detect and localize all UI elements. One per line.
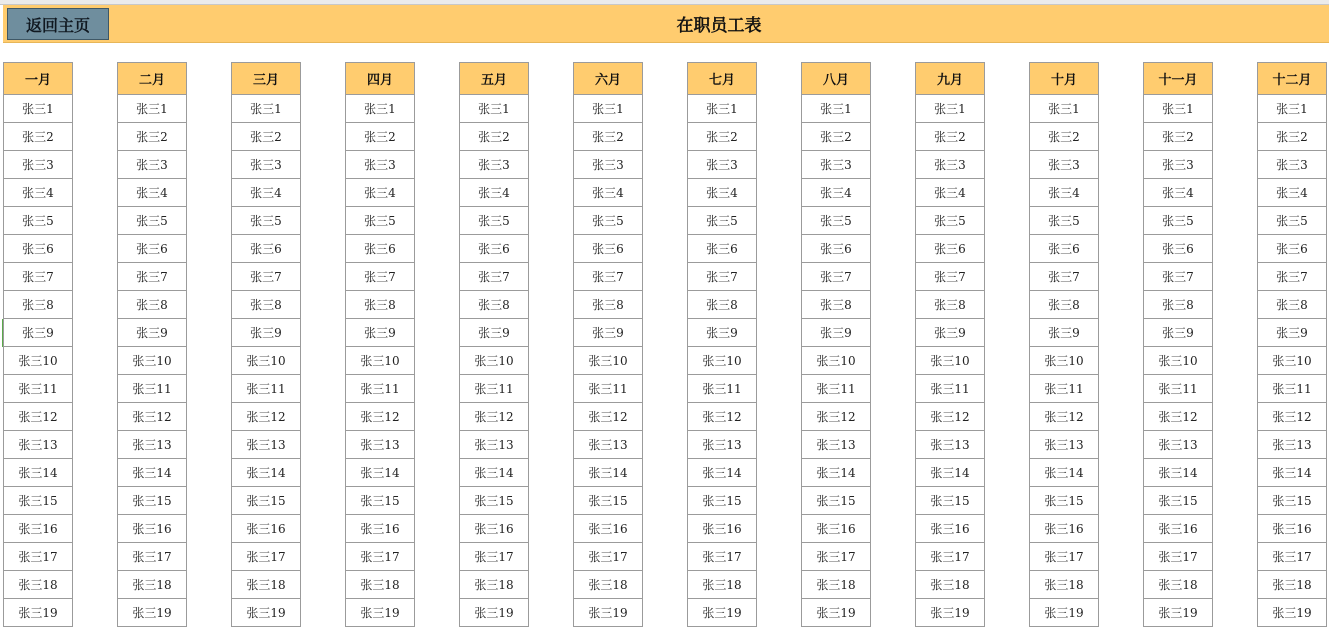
month-header[interactable]: 七月: [687, 62, 757, 95]
month-header[interactable]: 五月: [459, 62, 529, 95]
spacer-row: [3, 43, 1329, 61]
employee-cell[interactable]: 张三5: [1029, 207, 1099, 235]
employee-cell[interactable]: 张三3: [687, 151, 757, 179]
employee-cell[interactable]: 张三11: [687, 375, 757, 403]
employee-cell[interactable]: 张三4: [459, 179, 529, 207]
employee-cell[interactable]: 张三12: [687, 403, 757, 431]
employee-cell[interactable]: 张三10: [573, 347, 643, 375]
employee-cell[interactable]: 张三8: [3, 291, 73, 319]
employee-cell[interactable]: 张三17: [687, 543, 757, 571]
employee-cell[interactable]: 张三14: [345, 459, 415, 487]
employee-cell[interactable]: 张三13: [915, 431, 985, 459]
employee-cell[interactable]: 张三17: [1257, 543, 1327, 571]
employee-cell[interactable]: 张三16: [801, 515, 871, 543]
employee-cell[interactable]: 张三8: [1143, 291, 1213, 319]
employee-cell[interactable]: 张三8: [231, 291, 301, 319]
employee-cell[interactable]: 张三4: [915, 179, 985, 207]
employee-cell[interactable]: 张三18: [231, 571, 301, 599]
employee-cell[interactable]: 张三16: [687, 515, 757, 543]
employee-cell[interactable]: 张三13: [345, 431, 415, 459]
employee-cell[interactable]: 张三15: [117, 487, 187, 515]
employee-cell[interactable]: 张三18: [1143, 571, 1213, 599]
employee-cell[interactable]: 张三16: [1029, 515, 1099, 543]
employee-cell[interactable]: 张三11: [1143, 375, 1213, 403]
month-column: [231, 62, 301, 627]
employee-cell[interactable]: 张三1: [1029, 95, 1099, 123]
employee-cell[interactable]: 张三9: [573, 319, 643, 347]
employee-cell[interactable]: 张三9: [1257, 319, 1327, 347]
employee-cell[interactable]: 张三18: [1029, 571, 1099, 599]
employee-cell[interactable]: 张三6: [231, 235, 301, 263]
employee-cell[interactable]: 张三3: [3, 151, 73, 179]
employee-cell[interactable]: 张三12: [915, 403, 985, 431]
employee-cell[interactable]: 张三5: [459, 207, 529, 235]
month-header[interactable]: 一月: [3, 62, 73, 95]
employee-cell[interactable]: 张三6: [801, 235, 871, 263]
employee-cell[interactable]: 张三4: [117, 179, 187, 207]
employee-cell[interactable]: 张三17: [1029, 543, 1099, 571]
employee-cell[interactable]: 张三6: [459, 235, 529, 263]
employee-cell[interactable]: 张三16: [1257, 515, 1327, 543]
employee-cell[interactable]: 张三18: [3, 571, 73, 599]
employee-cell[interactable]: 张三11: [459, 375, 529, 403]
employee-cell[interactable]: 张三10: [1143, 347, 1213, 375]
employee-cell[interactable]: 张三3: [573, 151, 643, 179]
employee-cell[interactable]: 张三17: [345, 543, 415, 571]
employee-cell[interactable]: 张三18: [345, 571, 415, 599]
employee-cell[interactable]: 张三19: [1029, 599, 1099, 627]
employee-cell[interactable]: 张三6: [1257, 235, 1327, 263]
employee-cell[interactable]: 张三2: [1257, 123, 1327, 151]
month-header[interactable]: 十月: [1029, 62, 1099, 95]
employee-cell[interactable]: 张三13: [573, 431, 643, 459]
employee-cell[interactable]: 张三17: [1143, 543, 1213, 571]
employee-cell[interactable]: 张三16: [459, 515, 529, 543]
employee-cell[interactable]: 张三2: [459, 123, 529, 151]
employee-cell[interactable]: 张三17: [801, 543, 871, 571]
employee-cell[interactable]: 张三10: [459, 347, 529, 375]
employee-cell[interactable]: 张三3: [117, 151, 187, 179]
employee-cell[interactable]: 张三8: [687, 291, 757, 319]
employee-cell[interactable]: 张三13: [117, 431, 187, 459]
employee-cell[interactable]: 张三10: [687, 347, 757, 375]
employee-cell[interactable]: 张三6: [345, 235, 415, 263]
employee-cell[interactable]: 张三19: [459, 599, 529, 627]
employee-cell[interactable]: 张三10: [1257, 347, 1327, 375]
month-header[interactable]: 六月: [573, 62, 643, 95]
employee-cell[interactable]: 张三9: [231, 319, 301, 347]
employee-cell[interactable]: 张三19: [1257, 599, 1327, 627]
employee-cell[interactable]: 张三11: [915, 375, 985, 403]
employee-cell[interactable]: 张三15: [573, 487, 643, 515]
employee-cell[interactable]: 张三15: [1029, 487, 1099, 515]
employee-cell[interactable]: 张三1: [687, 95, 757, 123]
employee-cell[interactable]: 张三19: [231, 599, 301, 627]
month-header[interactable]: 八月: [801, 62, 871, 95]
return-home-button[interactable]: 返回主页: [7, 8, 109, 40]
employee-cell[interactable]: 张三1: [459, 95, 529, 123]
employee-cell[interactable]: 张三3: [801, 151, 871, 179]
employee-cell[interactable]: 张三16: [345, 515, 415, 543]
employee-cell[interactable]: 张三6: [1143, 235, 1213, 263]
employee-cell[interactable]: 张三7: [801, 263, 871, 291]
employee-cell[interactable]: 张三15: [231, 487, 301, 515]
employee-cell[interactable]: 张三17: [915, 543, 985, 571]
employee-cell[interactable]: 张三1: [1257, 95, 1327, 123]
employee-cell[interactable]: 张三7: [231, 263, 301, 291]
month-header[interactable]: 十二月: [1257, 62, 1327, 95]
employee-cell[interactable]: 张三5: [801, 207, 871, 235]
employee-cell[interactable]: 张三10: [231, 347, 301, 375]
employee-cell[interactable]: 张三2: [801, 123, 871, 151]
employee-cell[interactable]: 张三14: [915, 459, 985, 487]
employee-cell[interactable]: 张三12: [231, 403, 301, 431]
employee-cell[interactable]: 张三12: [1143, 403, 1213, 431]
employee-cell[interactable]: 张三1: [3, 95, 73, 123]
employee-cell[interactable]: 张三15: [801, 487, 871, 515]
employee-cell[interactable]: 张三5: [3, 207, 73, 235]
employee-cell[interactable]: 张三11: [117, 375, 187, 403]
employee-cell[interactable]: 张三19: [117, 599, 187, 627]
employee-cell[interactable]: 张三18: [117, 571, 187, 599]
employee-cell[interactable]: 张三9: [915, 319, 985, 347]
employee-cell[interactable]: 张三14: [231, 459, 301, 487]
employee-cell[interactable]: 张三18: [459, 571, 529, 599]
employee-cell[interactable]: 张三3: [459, 151, 529, 179]
employee-cell[interactable]: 张三5: [687, 207, 757, 235]
employee-cell[interactable]: 张三3: [1257, 151, 1327, 179]
employee-cell[interactable]: 张三11: [3, 375, 73, 403]
employee-cell[interactable]: 张三18: [687, 571, 757, 599]
employee-cell[interactable]: 张三9: [3, 319, 73, 347]
employee-cell[interactable]: 张三2: [915, 123, 985, 151]
employee-cell[interactable]: 张三16: [3, 515, 73, 543]
employee-cell[interactable]: 张三14: [1029, 459, 1099, 487]
employee-cell[interactable]: 张三15: [915, 487, 985, 515]
employee-cell[interactable]: 张三1: [915, 95, 985, 123]
employee-cell[interactable]: 张三4: [1143, 179, 1213, 207]
month-column: [573, 62, 643, 627]
employee-cell[interactable]: 张三7: [1257, 263, 1327, 291]
employee-cell[interactable]: 张三10: [1029, 347, 1099, 375]
month-column: [1143, 62, 1213, 627]
employee-cell[interactable]: 张三18: [573, 571, 643, 599]
employee-cell[interactable]: 张三2: [3, 123, 73, 151]
employee-cell[interactable]: 张三9: [1143, 319, 1213, 347]
employee-cell[interactable]: 张三18: [1257, 571, 1327, 599]
employee-cell[interactable]: 张三5: [1257, 207, 1327, 235]
employee-cell[interactable]: 张三2: [1143, 123, 1213, 151]
employee-cell[interactable]: 张三2: [687, 123, 757, 151]
employee-cell[interactable]: 张三2: [231, 123, 301, 151]
month-column: [687, 62, 757, 627]
employee-cell[interactable]: 张三16: [231, 515, 301, 543]
employee-cell[interactable]: 张三2: [345, 123, 415, 151]
employee-cell[interactable]: 张三7: [459, 263, 529, 291]
employee-cell[interactable]: 张三13: [3, 431, 73, 459]
employee-cell[interactable]: 张三18: [915, 571, 985, 599]
employee-cell[interactable]: 张三13: [1029, 431, 1099, 459]
employee-cell[interactable]: 张三19: [573, 599, 643, 627]
employee-cell[interactable]: 张三16: [915, 515, 985, 543]
employee-cell[interactable]: 张三1: [231, 95, 301, 123]
employee-cell[interactable]: 张三15: [345, 487, 415, 515]
employee-cell[interactable]: 张三15: [459, 487, 529, 515]
employee-cell[interactable]: 张三4: [687, 179, 757, 207]
employee-cell[interactable]: 张三12: [345, 403, 415, 431]
employee-cell[interactable]: 张三15: [1143, 487, 1213, 515]
employee-cell[interactable]: 张三5: [345, 207, 415, 235]
employee-cell[interactable]: 张三8: [573, 291, 643, 319]
month-column: [915, 62, 985, 627]
employee-cell[interactable]: 张三2: [1029, 123, 1099, 151]
month-column: [1257, 62, 1327, 627]
employee-cell[interactable]: 张三12: [1257, 403, 1327, 431]
employee-cell[interactable]: 张三8: [345, 291, 415, 319]
employee-cell[interactable]: 张三14: [573, 459, 643, 487]
employee-cell[interactable]: 张三6: [1029, 235, 1099, 263]
month-header[interactable]: 十一月: [1143, 62, 1213, 95]
employee-cell[interactable]: 张三13: [231, 431, 301, 459]
employee-cell[interactable]: 张三13: [687, 431, 757, 459]
employee-cell[interactable]: 张三9: [801, 319, 871, 347]
employee-cell[interactable]: 张三1: [1143, 95, 1213, 123]
employee-cell[interactable]: 张三3: [345, 151, 415, 179]
employee-cell[interactable]: 张三8: [459, 291, 529, 319]
employee-cell[interactable]: 张三5: [231, 207, 301, 235]
employee-cell[interactable]: 张三13: [1143, 431, 1213, 459]
employee-cell[interactable]: 张三15: [687, 487, 757, 515]
employee-cell[interactable]: 张三19: [1143, 599, 1213, 627]
employee-cell[interactable]: 张三19: [687, 599, 757, 627]
employee-cell[interactable]: 张三13: [459, 431, 529, 459]
employee-cell[interactable]: 张三16: [117, 515, 187, 543]
month-header[interactable]: 三月: [231, 62, 301, 95]
employee-cell[interactable]: 张三7: [1029, 263, 1099, 291]
employee-cell[interactable]: 张三17: [3, 543, 73, 571]
employee-cell[interactable]: 张三9: [687, 319, 757, 347]
employee-cell[interactable]: 张三11: [801, 375, 871, 403]
employee-cell[interactable]: 张三17: [573, 543, 643, 571]
employee-cell[interactable]: 张三1: [117, 95, 187, 123]
employee-cell[interactable]: 张三3: [915, 151, 985, 179]
employee-cell[interactable]: 张三11: [1029, 375, 1099, 403]
employee-cell[interactable]: 张三12: [3, 403, 73, 431]
month-column: [345, 62, 415, 627]
employee-cell[interactable]: 张三12: [573, 403, 643, 431]
employee-cell[interactable]: 张三6: [915, 235, 985, 263]
employee-cell[interactable]: 张三1: [345, 95, 415, 123]
employee-cell[interactable]: 张三15: [1257, 487, 1327, 515]
month-column: [459, 62, 529, 627]
employee-cell[interactable]: 张三4: [573, 179, 643, 207]
employee-cell[interactable]: 张三5: [573, 207, 643, 235]
month-column: [117, 62, 187, 627]
employee-cell[interactable]: 张三7: [1143, 263, 1213, 291]
employee-cell[interactable]: 张三6: [687, 235, 757, 263]
employee-cell[interactable]: 张三4: [1029, 179, 1099, 207]
employee-cell[interactable]: 张三17: [459, 543, 529, 571]
employee-cell[interactable]: 张三10: [117, 347, 187, 375]
employee-cell[interactable]: 张三7: [117, 263, 187, 291]
employee-cell[interactable]: 张三16: [1143, 515, 1213, 543]
employee-cell[interactable]: 张三12: [459, 403, 529, 431]
employee-cell[interactable]: 张三3: [1143, 151, 1213, 179]
employee-cell[interactable]: 张三4: [345, 179, 415, 207]
employee-cell[interactable]: 张三9: [1029, 319, 1099, 347]
employee-cell[interactable]: 张三18: [801, 571, 871, 599]
employee-cell[interactable]: 张三2: [117, 123, 187, 151]
employee-cell[interactable]: 张三10: [915, 347, 985, 375]
employee-cell[interactable]: 张三11: [573, 375, 643, 403]
month-header[interactable]: 四月: [345, 62, 415, 95]
employee-cell[interactable]: 张三10: [345, 347, 415, 375]
employee-cell[interactable]: 张三19: [801, 599, 871, 627]
employee-cell[interactable]: 张三9: [117, 319, 187, 347]
employee-cell[interactable]: 张三15: [3, 487, 73, 515]
employee-cell[interactable]: 张三8: [117, 291, 187, 319]
employee-cell[interactable]: 张三14: [1143, 459, 1213, 487]
employee-cell[interactable]: 张三14: [1257, 459, 1327, 487]
employee-cell[interactable]: 张三7: [915, 263, 985, 291]
employee-cell[interactable]: 张三6: [117, 235, 187, 263]
employee-cell[interactable]: 张三4: [1257, 179, 1327, 207]
employee-cell[interactable]: 张三5: [1143, 207, 1213, 235]
employee-cell[interactable]: 张三17: [117, 543, 187, 571]
employee-cell[interactable]: 张三2: [573, 123, 643, 151]
employee-cell[interactable]: 张三19: [915, 599, 985, 627]
employee-cell[interactable]: 张三19: [345, 599, 415, 627]
employee-cell[interactable]: 张三13: [801, 431, 871, 459]
employee-cell[interactable]: 张三5: [915, 207, 985, 235]
employee-cell[interactable]: 张三8: [1257, 291, 1327, 319]
employee-cell[interactable]: 张三9: [459, 319, 529, 347]
employee-cell[interactable]: 张三12: [1029, 403, 1099, 431]
employee-cell[interactable]: 张三14: [459, 459, 529, 487]
employee-cell[interactable]: 张三10: [801, 347, 871, 375]
month-header[interactable]: 二月: [117, 62, 187, 95]
employee-cell[interactable]: 张三8: [1029, 291, 1099, 319]
month-header[interactable]: 九月: [915, 62, 985, 95]
employee-cell[interactable]: 张三5: [117, 207, 187, 235]
employee-cell[interactable]: 张三3: [1029, 151, 1099, 179]
page-title: 在职员工表: [676, 16, 762, 36]
employee-cell[interactable]: 张三10: [3, 347, 73, 375]
employee-cell[interactable]: 张三12: [801, 403, 871, 431]
employee-cell[interactable]: 张三12: [117, 403, 187, 431]
employee-cell[interactable]: 张三1: [801, 95, 871, 123]
employee-cell[interactable]: 张三17: [231, 543, 301, 571]
employee-cell[interactable]: 张三9: [345, 319, 415, 347]
employee-cell[interactable]: 张三7: [345, 263, 415, 291]
employee-cell[interactable]: 张三16: [573, 515, 643, 543]
employee-cell[interactable]: 张三13: [1257, 431, 1327, 459]
employee-cell[interactable]: 张三3: [231, 151, 301, 179]
employee-cell[interactable]: 张三11: [345, 375, 415, 403]
month-column: [3, 62, 73, 627]
employee-cell[interactable]: 张三6: [573, 235, 643, 263]
employee-cell[interactable]: 张三7: [573, 263, 643, 291]
employee-cell[interactable]: 张三19: [3, 599, 73, 627]
employee-cell[interactable]: 张三7: [3, 263, 73, 291]
employee-cell[interactable]: 张三11: [231, 375, 301, 403]
employee-cell[interactable]: 张三14: [117, 459, 187, 487]
employee-cell[interactable]: 张三8: [915, 291, 985, 319]
employee-cell[interactable]: 张三14: [3, 459, 73, 487]
employee-cell[interactable]: 张三14: [801, 459, 871, 487]
employee-cell[interactable]: 张三7: [687, 263, 757, 291]
month-column: [1029, 62, 1099, 627]
employee-cell[interactable]: 张三14: [687, 459, 757, 487]
employee-cell[interactable]: 张三1: [573, 95, 643, 123]
employee-cell[interactable]: 张三8: [801, 291, 871, 319]
employee-cell[interactable]: 张三6: [3, 235, 73, 263]
employee-cell[interactable]: 张三11: [1257, 375, 1327, 403]
employee-cell[interactable]: 张三4: [3, 179, 73, 207]
employee-cell[interactable]: 张三4: [801, 179, 871, 207]
employee-cell[interactable]: 张三4: [231, 179, 301, 207]
month-column: [801, 62, 871, 627]
